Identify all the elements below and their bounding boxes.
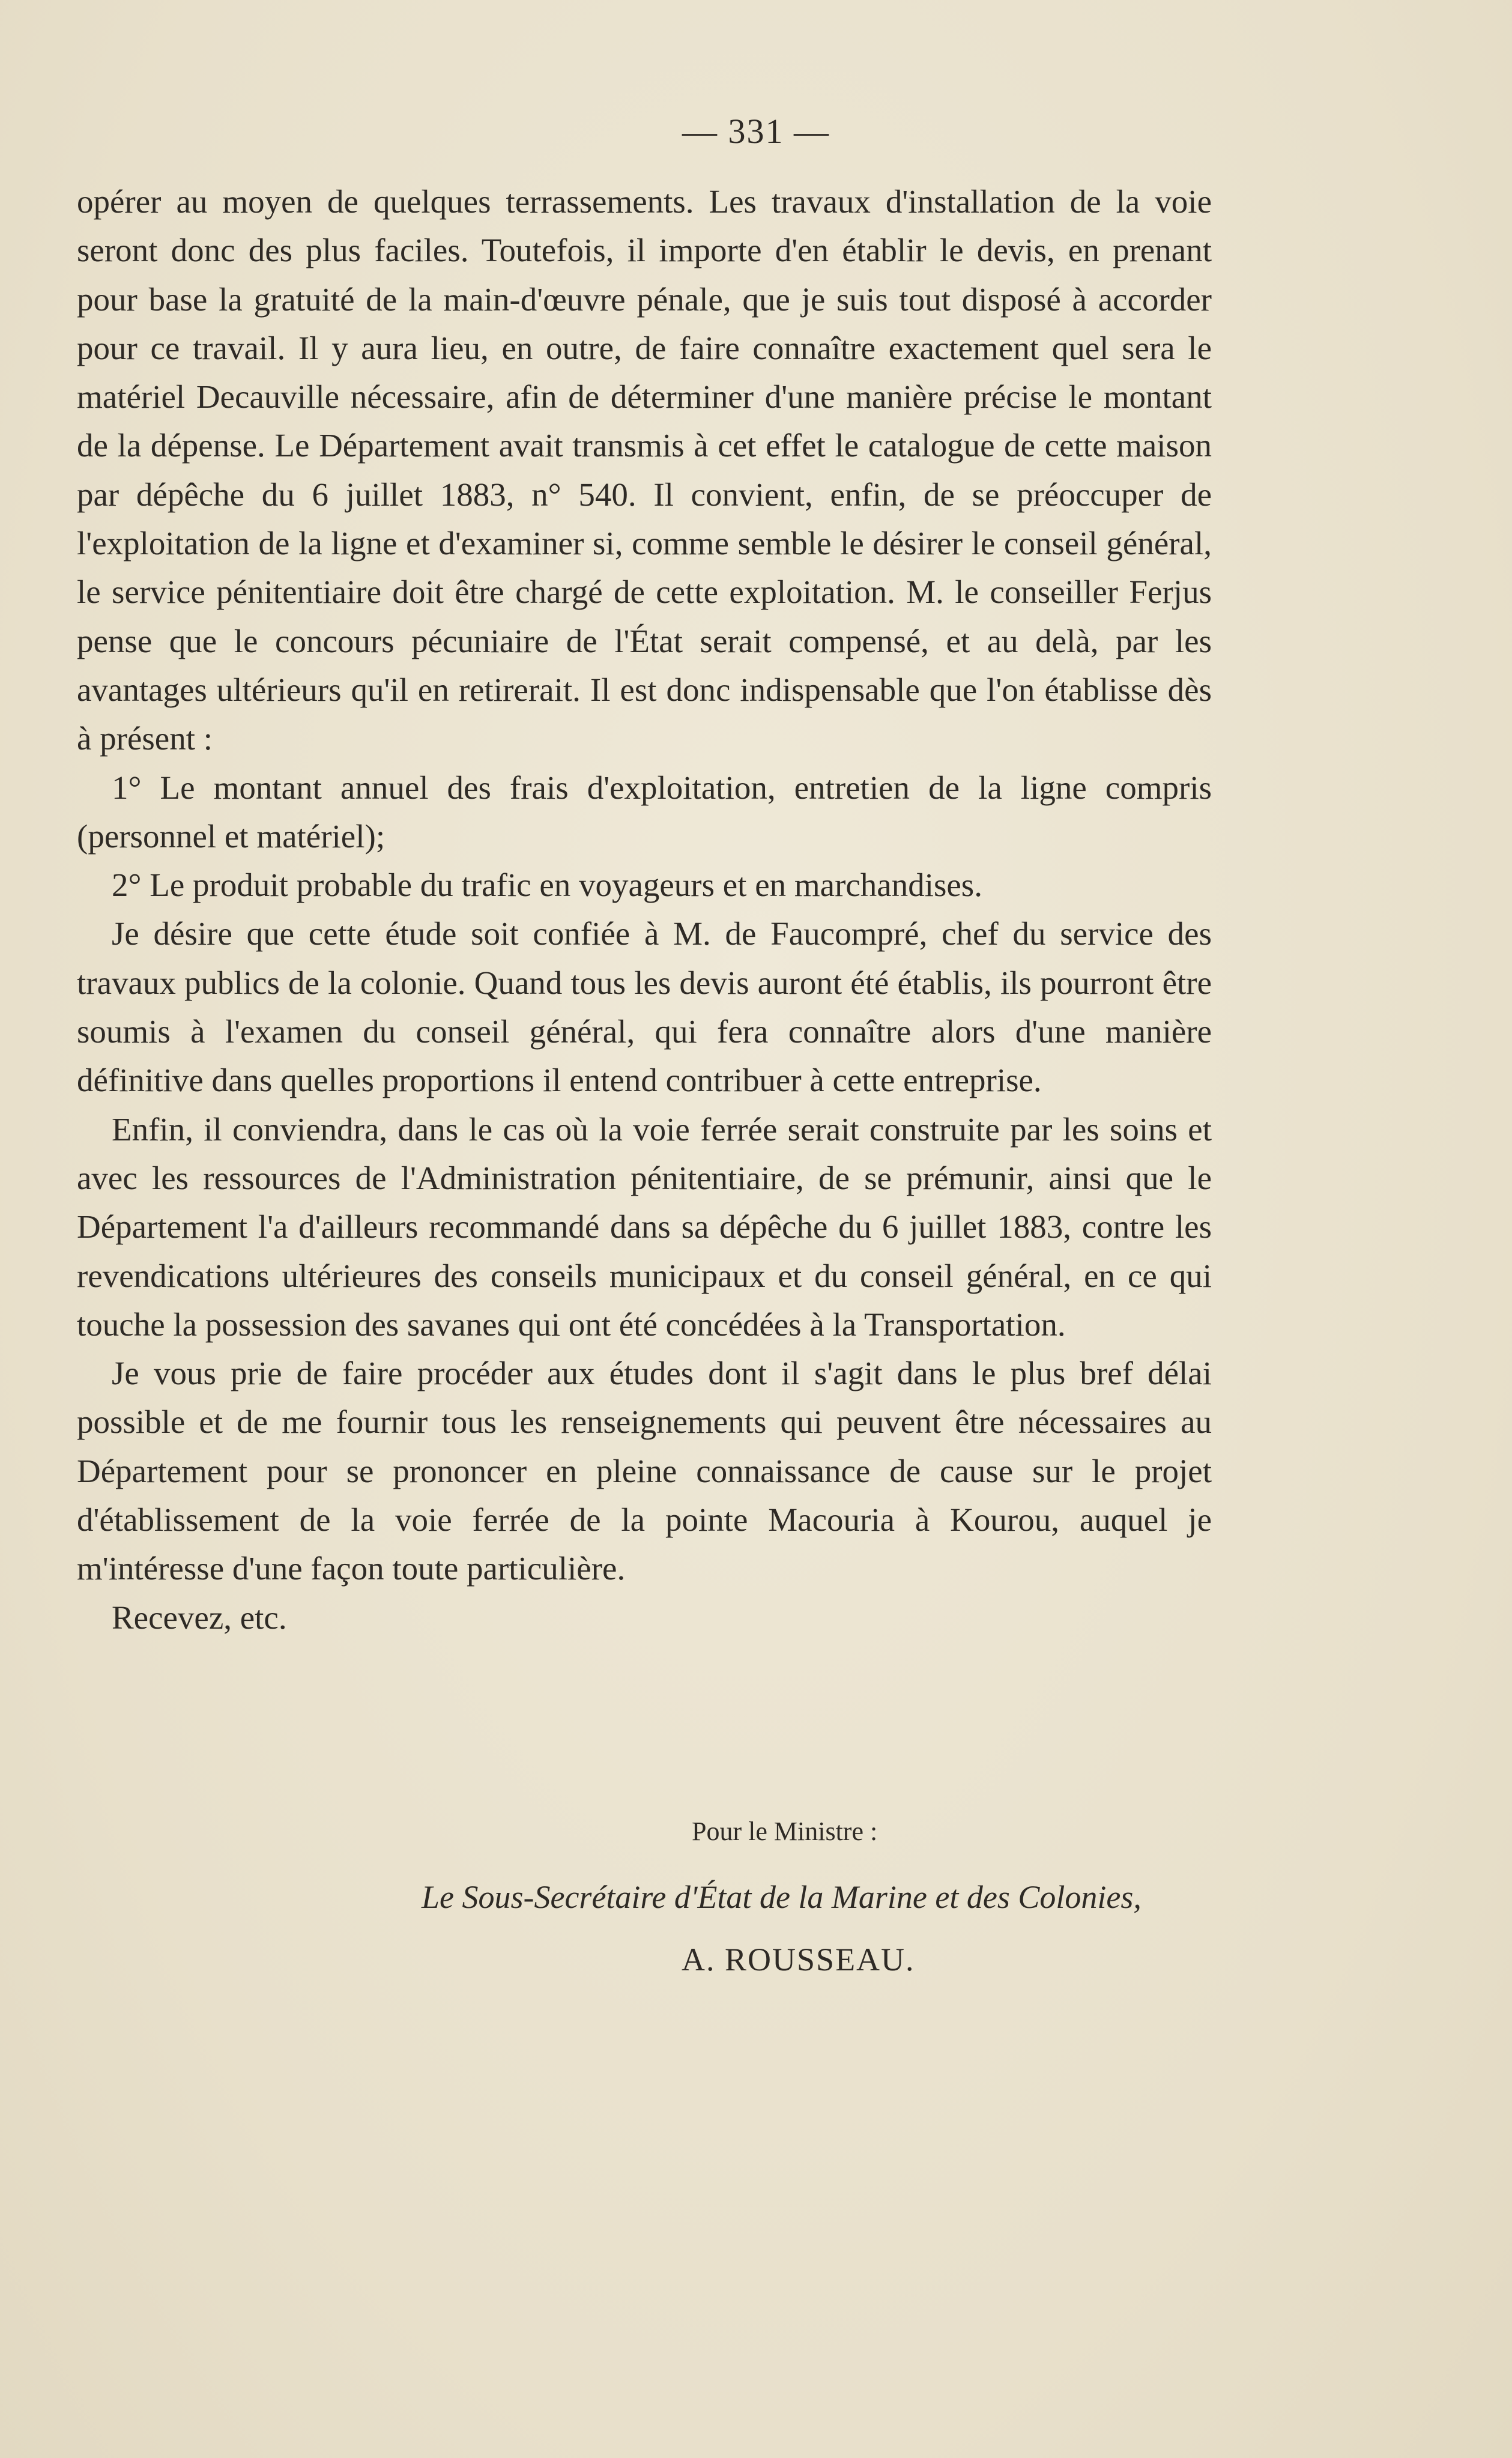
page-number: — 331 — [682,112,830,151]
paragraph: Je désire que cette étude soit confiée à M. de Faucompré, chef du service des travaux publics de la colonie. Quand tous les devis auront été établis, ils pourront être soumis à l'examen du conseil général, qui fera connaître alors d'une manière définitive dans quelles proportions il entend contribuer à cette entreprise. [77,915,1212,1099]
paragraph: 2° Le produit probable du trafic en voyageurs et en marchandises. [112,867,982,904]
closing-formula: Recevez, etc. [112,1599,287,1636]
signature-title: Le Sous-Secrétaire d'État de la Marine et des Colonies, [422,1879,1142,1915]
paragraph: Je vous prie de faire procéder aux études dont il s'agit dans le plus bref délai possible et de me fournir tous les renseignements qui peuvent être nécessaires au Département pour se prononcer en pleine connaissance de cause sur le projet d'établissement de la voie ferrée de la pointe Macouria à Kourou, auquel je m'intéresse d'une façon toute particulière. [77,1355,1212,1587]
signature-for-minister: Pour le Ministre : [692,1817,878,1846]
paragraph: opérer au moyen de quelques terrassements. Les travaux d'installation de la voie seront donc des plus faciles. Toutefois, il importe d'en établir le devis, en prenant pour base la gratuité de la main-d'œuvre pénale, que je suis tout disposé à accorder pour ce travail. Il y aura lieu, en outre, de faire connaître exactement quel sera le matériel Decauville nécessaire, afin de déterminer d'une manière précise le montant de la dépense. Le Département avait transmis à cet effet le catalogue de cette maison par dépêche du 6 juillet 1883, n° 540. Il convient, enfin, de se préoccuper de l'exploitation de la ligne et d'examiner si, comme semble le désirer le conseil général, le service pénitentiaire doit être chargé de cette exploitation. M. le conseiller Ferjus pense que le concours pécuniaire de l'État serait compensé, et au delà, par les avantages ultérieurs qu'il en retirerait. Il est donc indispensable que l'on établisse dès à présent : [77,183,1212,757]
body-text [77,177,1212,1642]
paragraph: Enfin, il conviendra, dans le cas où la voie ferrée serait construite par les soins et avec les ressources de l'Administration pénitentiaire, de se prémunir, ainsi que le Département l'a d'ailleurs recommandé dans sa dépêche du 6 juillet 1883, contre les revendications ultérieures des conseils municipaux et du conseil général, en ce qui touche la possession des savanes qui ont été concédées à la Transportation. [77,1110,1212,1343]
paragraph: 1° Le montant annuel des frais d'exploitation, entretien de la ligne compris (personnel et matériel); [77,769,1212,855]
signature-name: A. ROUSSEAU. [682,1942,915,1978]
